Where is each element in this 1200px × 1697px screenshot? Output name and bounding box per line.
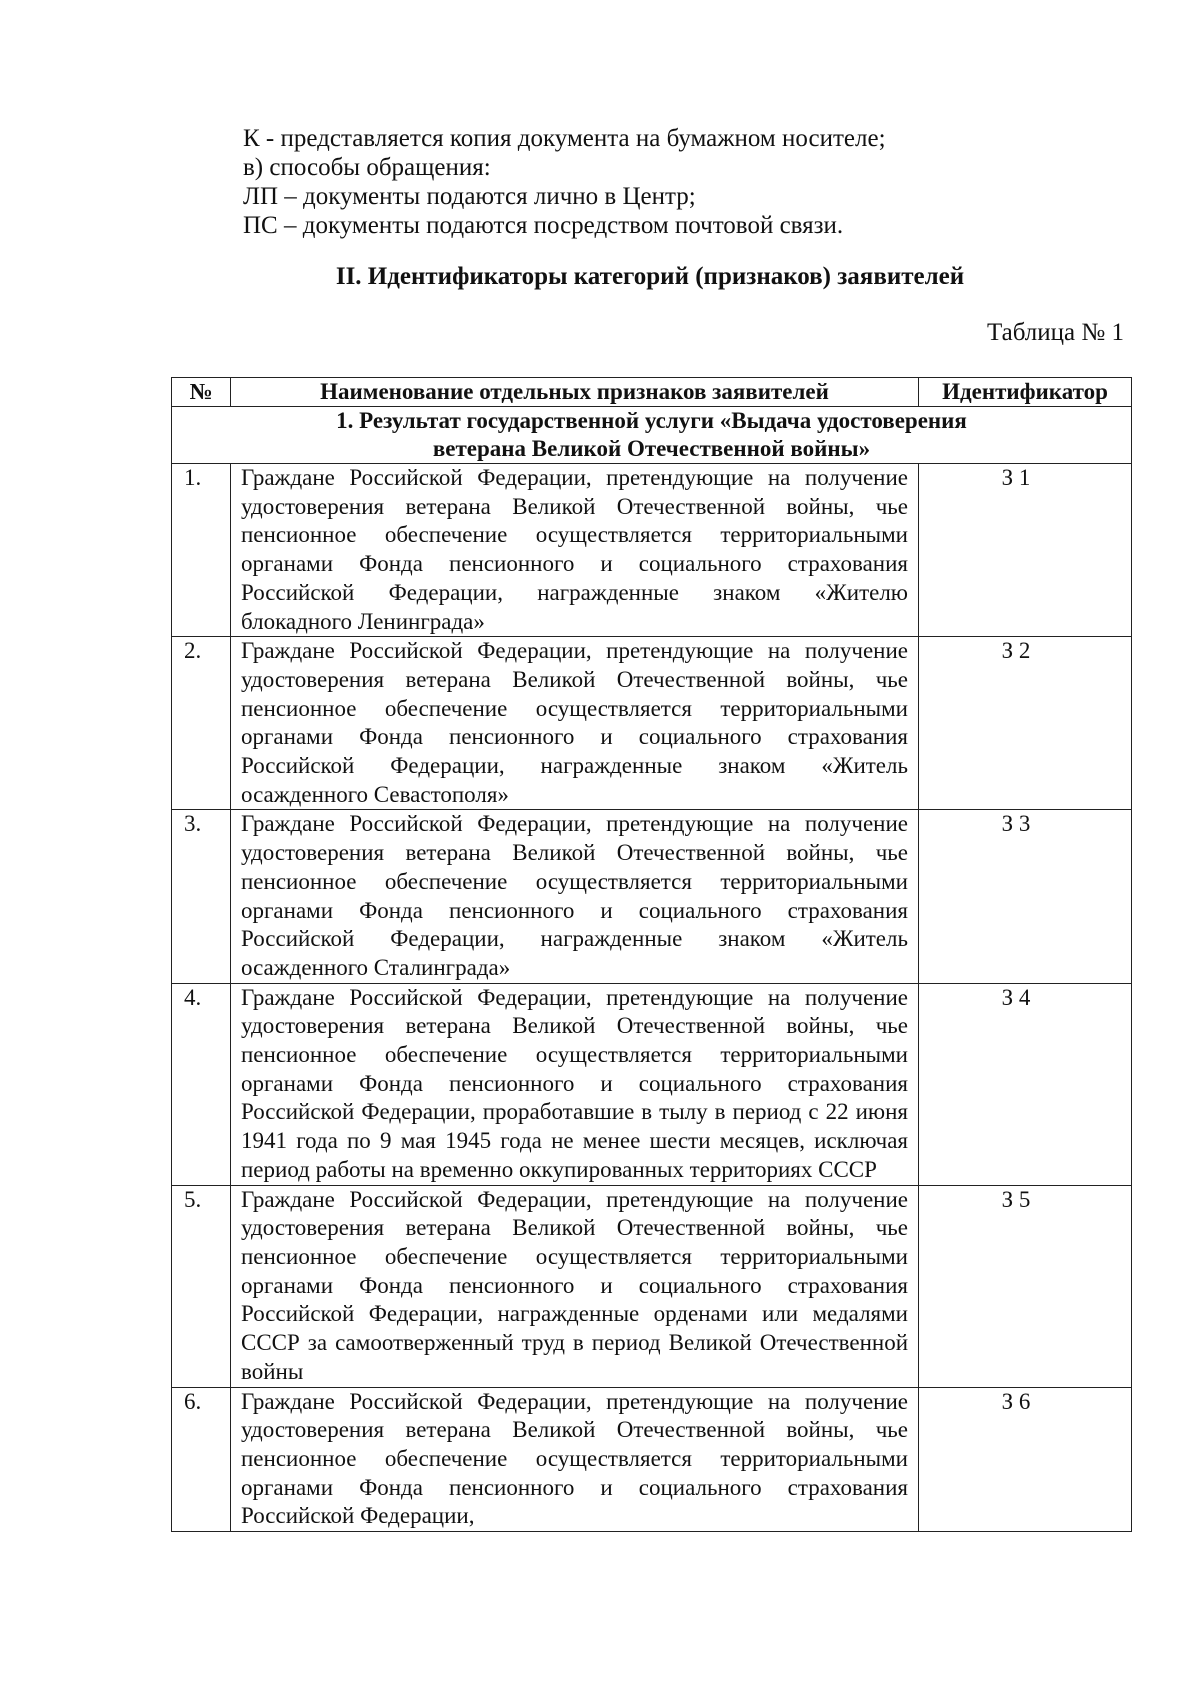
intro-line: в) способы обращения: <box>243 154 491 181</box>
row-number: 1. <box>172 464 231 637</box>
intro-line: К - представляется копия документа на бумажном носителе; <box>243 125 886 152</box>
table-number: Таблица № 1 <box>986 319 1124 346</box>
section-title: II. Идентификаторы категорий (признаков) заявителей <box>335 263 965 290</box>
row-identifier: З 6 <box>919 1387 1132 1532</box>
row-description: Граждане Российской Федерации, претендующие на получение удостоверения ветерана Великой Отечественной войны, чье пенсионное обеспечение осуществляется территориальными органами Фонда пенсионного и социального страхования Российской Федерации, <box>231 1387 919 1532</box>
table-group-row <box>172 407 1132 464</box>
row-number: 4. <box>172 983 231 1185</box>
row-number: 2. <box>172 637 231 810</box>
row-description: Граждане Российской Федерации, претендующие на получение удостоверения ветерана Великой Отечественной войны, чье пенсионное обеспечение осуществляется территориальными органами Фонда пенсионного и социального страхования Российской Федерации, награжденные знаком «Житель осажденного Севастополя» <box>231 637 919 810</box>
table-row <box>172 1387 1132 1532</box>
table-row <box>172 810 1132 983</box>
row-number: 3. <box>172 810 231 983</box>
intro-line: ПС – документы подаются посредством почтовой связи. <box>243 212 844 239</box>
identifiers-table <box>171 377 1132 1532</box>
row-identifier: З 4 <box>919 983 1132 1185</box>
table-row <box>172 1185 1132 1387</box>
row-identifier: З 3 <box>919 810 1132 983</box>
group-title-line2: ветерана Великой Отечественной войны» <box>432 436 871 461</box>
intro-text <box>243 124 886 240</box>
row-description: Граждане Российской Федерации, претендующие на получение удостоверения ветерана Великой Отечественной войны, чье пенсионное обеспечение осуществляется территориальными органами Фонда пенсионного и социального страхования Российской Федерации, награжденные орденами или медалями СССР за самоотверженный труд в период Великой Отечественной войны <box>231 1185 919 1387</box>
row-number: 5. <box>172 1185 231 1387</box>
table-row <box>172 637 1132 810</box>
intro-line: ЛП – документы подаются лично в Центр; <box>243 183 696 210</box>
row-identifier: З 5 <box>919 1185 1132 1387</box>
group-title <box>172 407 1132 464</box>
row-description: Граждане Российской Федерации, претендующие на получение удостоверения ветерана Великой Отечественной войны, чье пенсионное обеспечение осуществляется территориальными органами Фонда пенсионного и социального страхования Российской Федерации, награжденные знаком «Житель осажденного Сталинграда» <box>231 810 919 983</box>
group-title-line1: 1. Результат государственной услуги «Выдача удостоверения <box>336 408 967 433</box>
row-number: 6. <box>172 1387 231 1532</box>
header-identifier: Идентификатор <box>919 378 1132 407</box>
row-description: Граждане Российской Федерации, претендующие на получение удостоверения ветерана Великой Отечественной войны, чье пенсионное обеспечение осуществляется территориальными органами Фонда пенсионного и социального страхования Российской Федерации, награжденные знаком «Жителю блокадного Ленинграда» <box>231 464 919 637</box>
header-number: № <box>172 378 231 407</box>
header-name: Наименование отдельных признаков заявителей <box>231 378 919 407</box>
table-header-row <box>172 378 1132 407</box>
row-identifier: З 2 <box>919 637 1132 810</box>
table-row <box>172 464 1132 637</box>
row-identifier: З 1 <box>919 464 1132 637</box>
table-row <box>172 983 1132 1185</box>
row-description: Граждане Российской Федерации, претендующие на получение удостоверения ветерана Великой Отечественной войны, чье пенсионное обеспечение осуществляется территориальными органами Фонда пенсионного и социального страхования Российской Федерации, проработавшие в тылу в период с 22 июня 1941 года по 9 мая 1945 года не менее шести месяцев, исключая период работы на временно оккупированных территориях СССР <box>231 983 919 1185</box>
